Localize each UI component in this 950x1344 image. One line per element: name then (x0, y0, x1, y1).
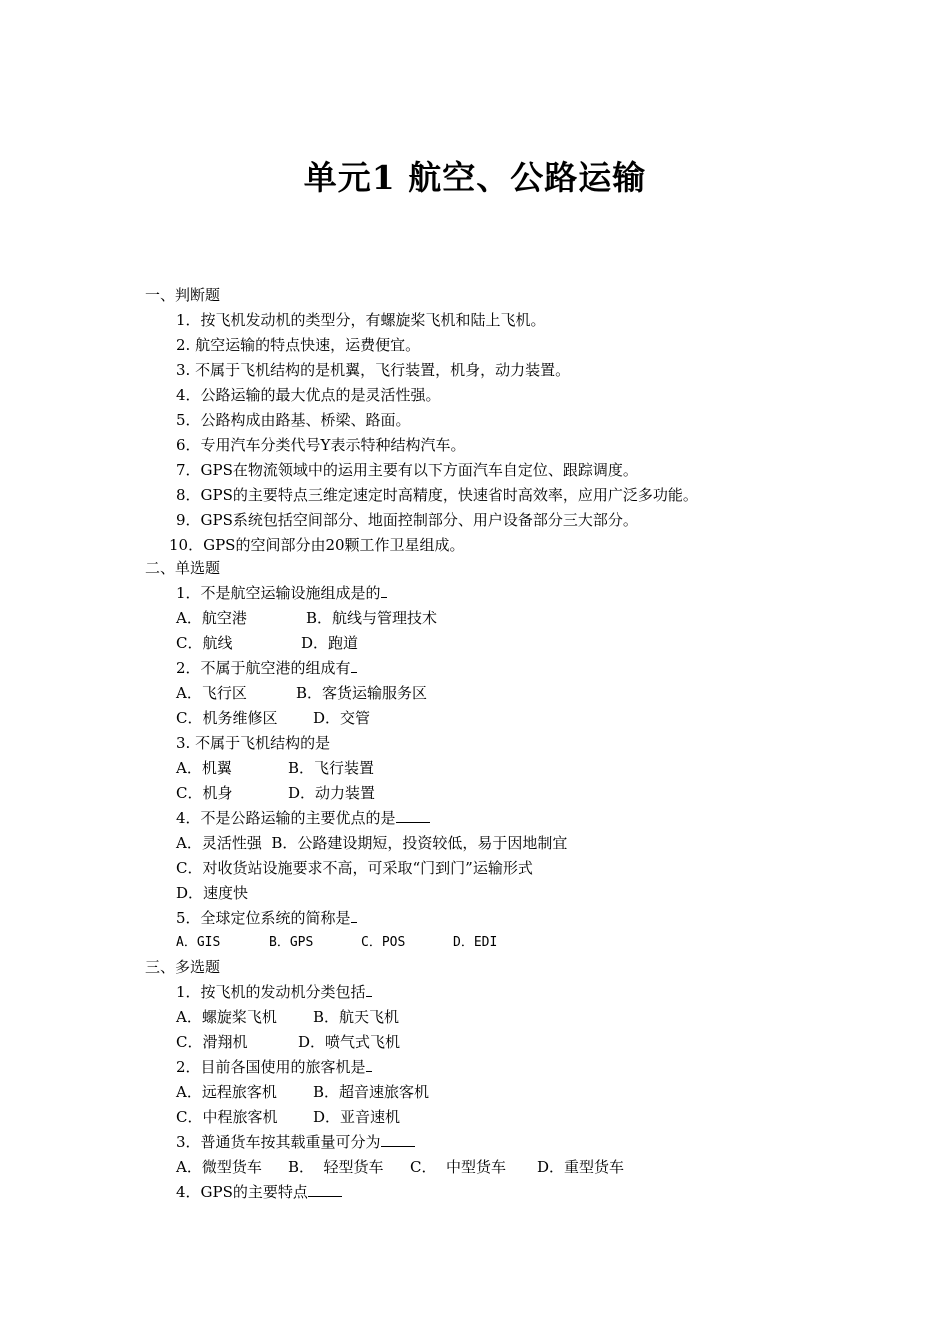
option-c: C．机务维修区 (176, 709, 278, 727)
answer-blank (351, 908, 357, 923)
option-d: D．EDI (453, 935, 498, 950)
option-row (176, 633, 358, 653)
option-b: B． 轻型货车 (288, 1158, 384, 1176)
answer-blank (381, 583, 387, 598)
question-stem: 2．不属于航空港的组成有 (176, 658, 357, 678)
section-heading-true-false: 一、判断题 (145, 286, 221, 304)
option-c: C．航线 (176, 634, 233, 652)
page-title: 单元1 航空、公路运输 (303, 158, 647, 197)
option-b: B．航天飞机 (313, 1008, 400, 1026)
option-row (176, 758, 374, 778)
option-d: D．跑道 (301, 634, 359, 652)
section-heading-single-choice: 二、单选题 (145, 559, 221, 577)
option-b: B．超音速旅客机 (313, 1083, 430, 1101)
option-row (176, 1157, 624, 1177)
answer-blank (381, 1132, 415, 1147)
option-d: D．亚音速机 (313, 1108, 401, 1126)
option-c: C．中程旅客机 (176, 1108, 278, 1126)
option-b: B．GPS (269, 935, 314, 950)
question-item: 8．GPS的主要特点三维定速定时高精度，快速省时高效率，应用广泛多功能。 (176, 486, 698, 504)
option-row (176, 1107, 400, 1127)
option-row (176, 783, 375, 803)
answer-blank (366, 1057, 372, 1072)
option-row (176, 1007, 399, 1027)
option-row: C．对收货站设施要求不高，可采取“门到门”运输形式 (176, 859, 533, 877)
answer-blank (396, 808, 430, 823)
question-item: 6．专用汽车分类代号Y表示特种结构汽车。 (176, 436, 466, 454)
question-item: 1．按飞机发动机的类型分，有螺旋桨飞机和陆上飞机。 (176, 311, 546, 329)
option-d: D．重型货车 (537, 1158, 625, 1176)
option-a: A．螺旋桨飞机 (176, 1008, 277, 1026)
question-stem: 3. 不属于飞机结构的是 (176, 734, 331, 752)
option-b: B．客货运输服务区 (296, 684, 428, 702)
answer-blank (308, 1182, 342, 1197)
question-item: 2. 航空运输的特点快速，运费便宜。 (176, 336, 421, 354)
option-row (176, 683, 427, 703)
option-a: A．微型货车 (176, 1158, 262, 1176)
option-row (176, 1032, 400, 1052)
option-b: B．飞行装置 (288, 759, 375, 777)
option-row (176, 933, 497, 953)
option-a: A．GIS (176, 935, 221, 950)
question-stem: 4．不是公路运输的主要优点的是 (176, 808, 430, 828)
option-a: A．远程旅客机 (176, 1083, 277, 1101)
question-stem: 1．不是航空运输设施组成是的 (176, 583, 387, 603)
option-d: D．交管 (313, 709, 371, 727)
question-item: 10．GPS的空间部分由20颗工作卫星组成。 (169, 536, 465, 554)
option-a: A．航空港 (176, 609, 247, 627)
option-c: C．机身 (176, 784, 233, 802)
answer-blank (366, 982, 372, 997)
option-row (176, 608, 437, 628)
question-item: 9．GPS系统包括空间部分、地面控制部分、用户设备部分三大部分。 (176, 511, 638, 529)
question-stem: 1．按飞机的发动机分类包括 (176, 982, 372, 1002)
option-b: B．航线与管理技术 (306, 609, 438, 627)
option-c: C．滑翔机 (176, 1033, 248, 1051)
option-row: A．灵活性强 B．公路建设期短，投资较低，易于因地制宜 (176, 834, 568, 852)
question-stem: 5．全球定位系统的简称是 (176, 908, 357, 928)
option-d: D．动力装置 (288, 784, 376, 802)
option-row (176, 1082, 429, 1102)
option-a: A．机翼 (176, 759, 232, 777)
option-a: A．飞行区 (176, 684, 247, 702)
question-item: 4．公路运输的最大优点的是灵活性强。 (176, 386, 441, 404)
option-row (176, 708, 370, 728)
question-stem: 3．普通货车按其载重量可分为 (176, 1132, 415, 1152)
option-c: C．POS (361, 935, 406, 950)
option-row: D．速度快 (176, 884, 249, 902)
answer-blank (351, 658, 357, 673)
question-item: 5．公路构成由路基、桥梁、路面。 (176, 411, 411, 429)
question-stem: 2．目前各国使用的旅客机是 (176, 1057, 372, 1077)
question-item: 7．GPS在物流领域中的运用主要有以下方面汽车自定位、跟踪调度。 (176, 461, 638, 479)
option-c: C． 中型货车 (410, 1158, 507, 1176)
question-stem: 4．GPS的主要特点 (176, 1182, 342, 1202)
section-heading-multiple-choice: 三、多选题 (145, 958, 221, 976)
question-item: 3. 不属于飞机结构的是机翼，飞行装置，机身，动力装置。 (176, 361, 571, 379)
option-d: D．喷气式飞机 (298, 1033, 401, 1051)
